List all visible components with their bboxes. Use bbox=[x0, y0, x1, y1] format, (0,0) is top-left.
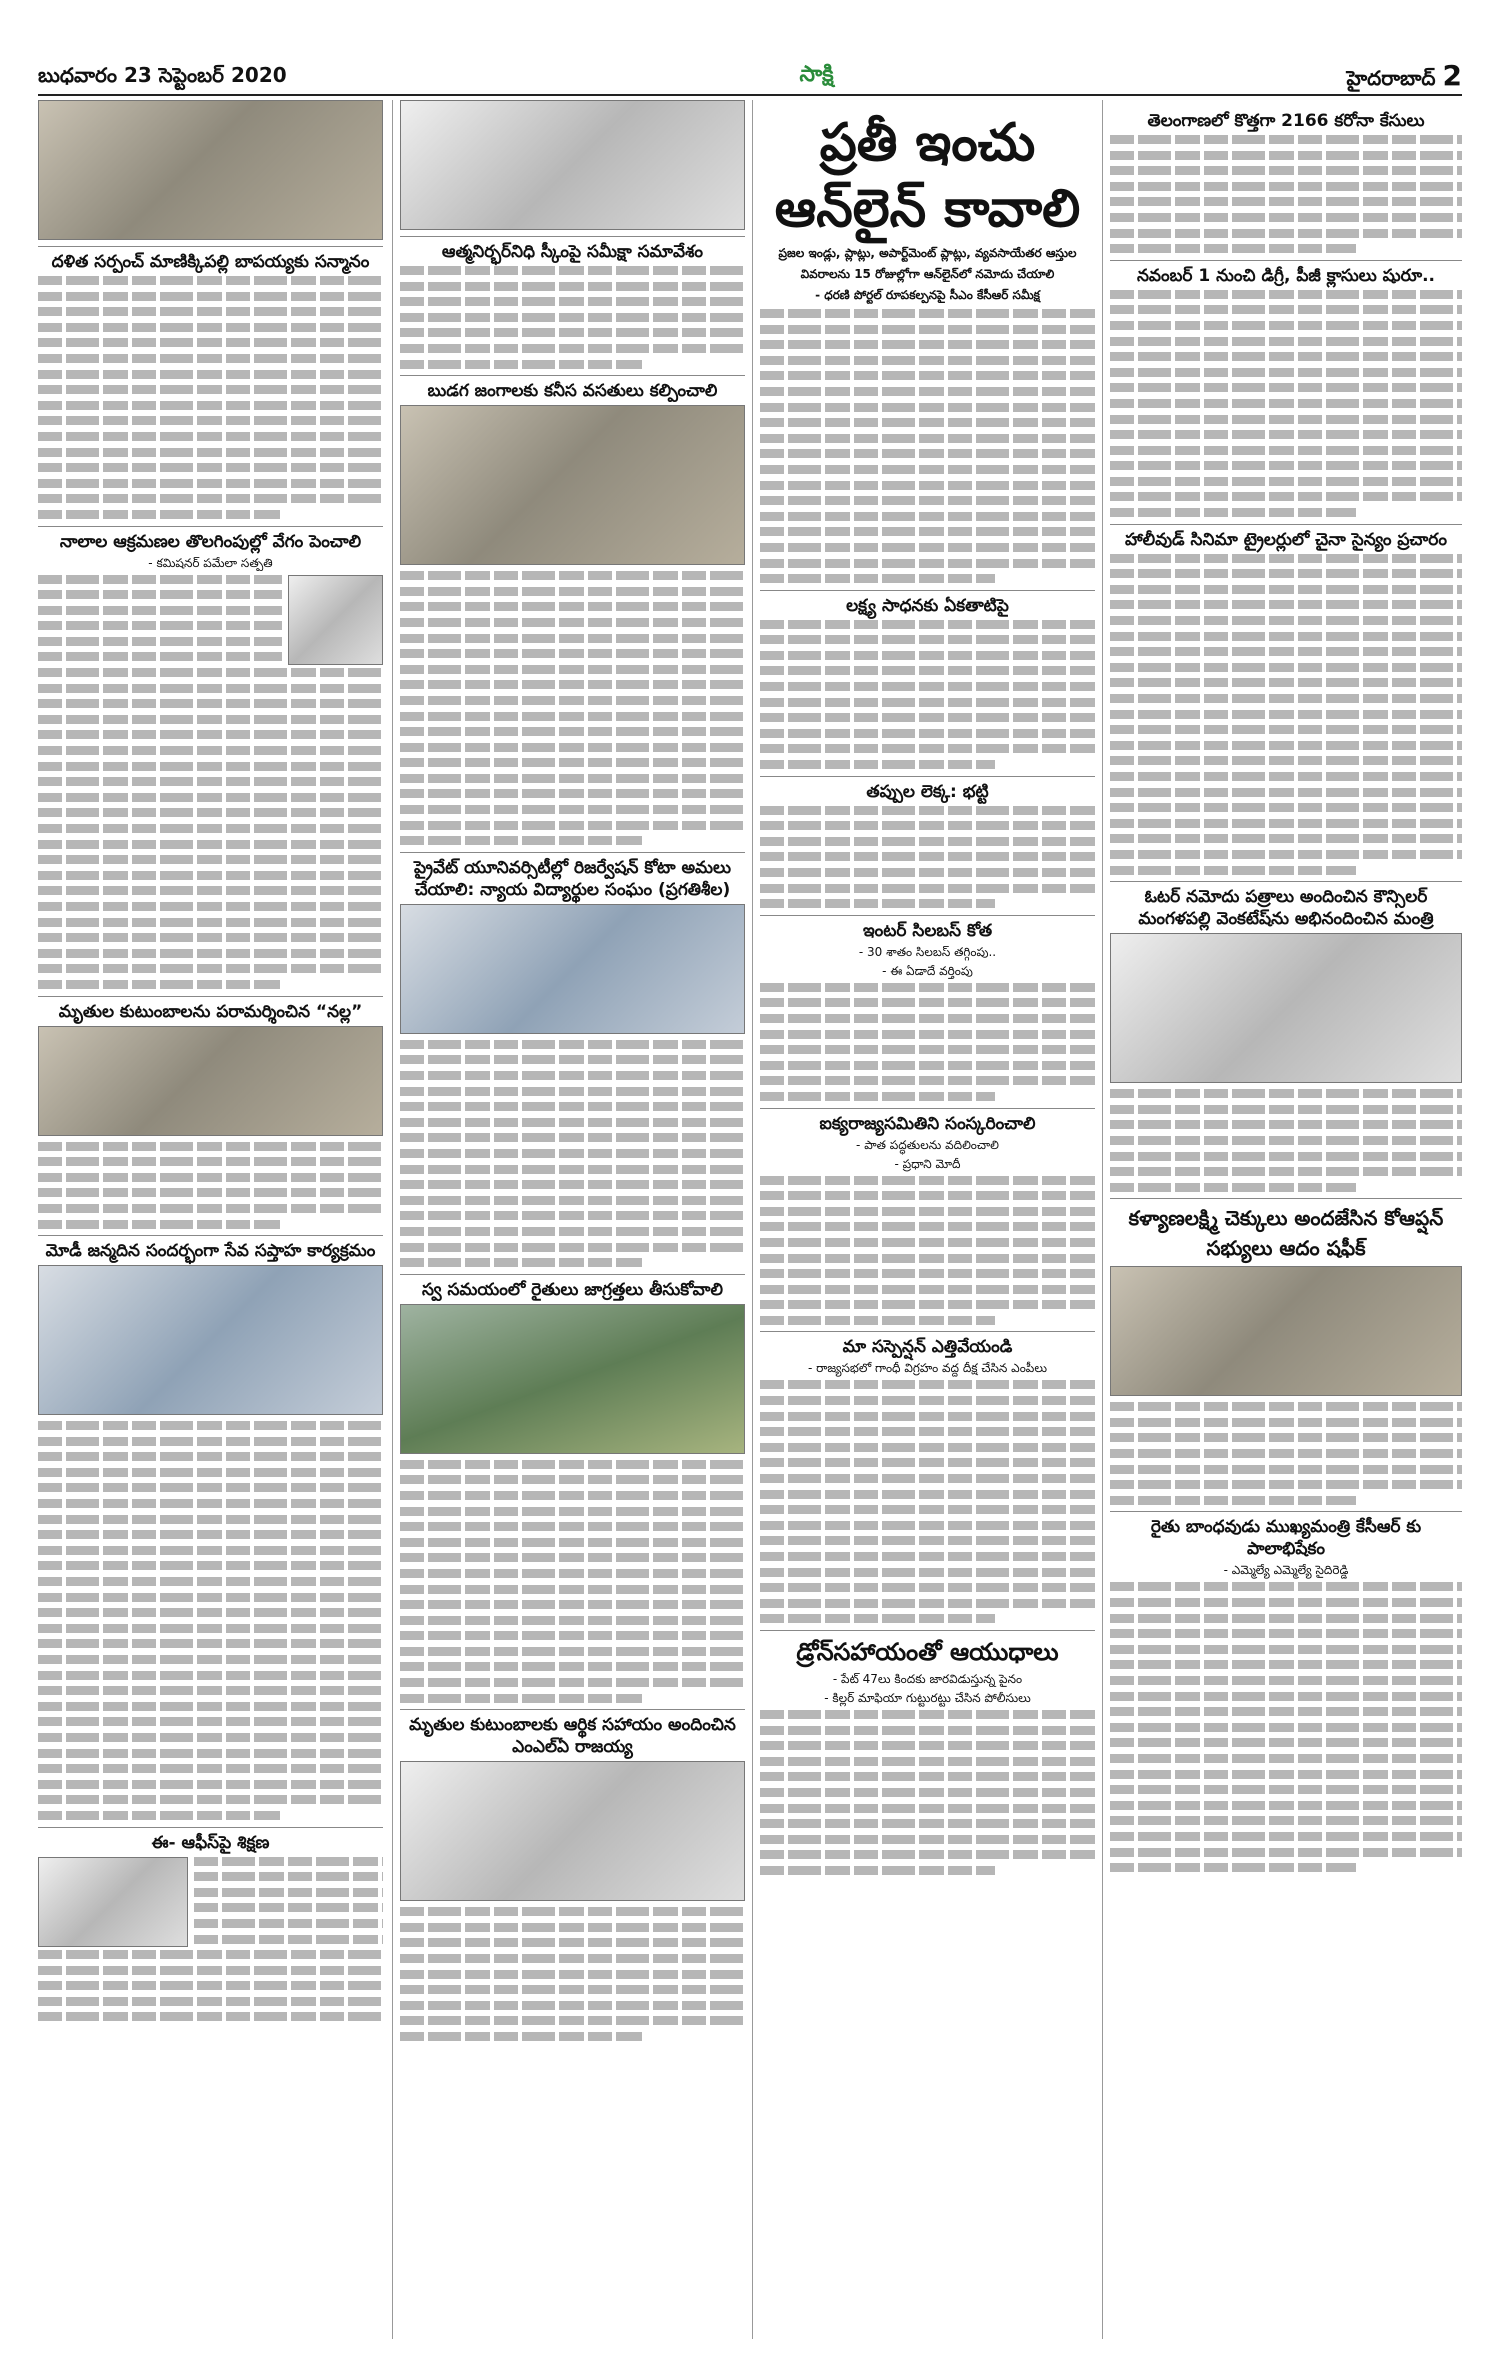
headline: రైతు బాంధవుడు ముఖ్యమంత్రి కేసీఆర్ కు పాలాభిషేకం bbox=[1110, 1511, 1462, 1560]
lead-headline: ప్రతీ ఇంచు ఆన్‌లైన్ కావాలి bbox=[774, 113, 1081, 239]
news-photo bbox=[38, 100, 383, 240]
news-photo bbox=[1110, 933, 1462, 1083]
article-body bbox=[1110, 1582, 1462, 1872]
headline: ఐక్యరాజ్యసమితిని సంస్కరించాలి bbox=[760, 1108, 1095, 1135]
subhead: - ఎమ్మెల్యే ఎమ్మెల్యే సైదిరెడ్డి bbox=[1223, 1563, 1349, 1578]
article-body bbox=[400, 1907, 745, 2041]
page-number: 2 bbox=[1442, 59, 1462, 92]
article-body bbox=[38, 1950, 383, 2021]
article-body bbox=[760, 1380, 1095, 1623]
news-photo bbox=[400, 1761, 745, 1901]
column-divider bbox=[752, 100, 753, 2339]
headline: మోడీ జన్మదిన సందర్భంగా సేవ సప్తాహ కార్యక్రమం bbox=[38, 1235, 383, 1262]
news-photo bbox=[400, 100, 745, 230]
subhead: - పేట్ 47లు కిందకు జారవిడుస్తున్న పైనం bbox=[832, 1671, 1023, 1686]
column-3 bbox=[760, 100, 1095, 2339]
newspaper-logo: సాక్షి bbox=[799, 62, 834, 87]
article-body bbox=[760, 806, 1095, 909]
column-divider bbox=[1102, 100, 1103, 2339]
kicker: ప్రజల ఇండ్లు, ప్లాట్లు, అపార్ట్‌మెంట్ ప్లాట్లు, వ్యవసాయేతర ఆస్తుల bbox=[778, 246, 1077, 260]
news-photo bbox=[38, 1026, 383, 1136]
article-body bbox=[1110, 1089, 1462, 1192]
headline: లక్ష్య సాధనకు ఏకతాటిపై bbox=[760, 590, 1095, 617]
article-body bbox=[38, 1142, 383, 1229]
edition-page bbox=[1346, 59, 1462, 95]
column-1 bbox=[38, 100, 383, 2339]
headline: దళిత సర్పంచ్ మాణిక్కిపల్లి బాపయ్యకు సన్మానం bbox=[38, 246, 383, 273]
headline: ఇంటర్ సిలబస్ కోత bbox=[760, 915, 1095, 942]
headline: నవంబర్ 1 నుంచి డిగ్రీ, పీజీ క్లాసులు షురూ.. bbox=[1110, 260, 1462, 287]
column-4 bbox=[1110, 100, 1462, 2339]
news-photo bbox=[400, 904, 745, 1034]
headline: ఆత్మనిర్భర్‌నిధి స్కీంపై సమీక్షా సమావేశం bbox=[400, 236, 745, 263]
news-photo bbox=[38, 1857, 188, 1947]
headline: ఓటర్ నమోదు పత్రాలు అందించిన కౌన్సిలర్ మంగళపల్లి వెంకటేష్‌ను అభినందించిన మంత్రి bbox=[1110, 881, 1462, 930]
column-2 bbox=[400, 100, 745, 2339]
headline: తెలంగాణలో కొత్తగా 2166 కరోనా కేసులు bbox=[1147, 111, 1425, 131]
article-body bbox=[38, 1421, 383, 1820]
headline: స్వ సమయంలో రైతులు జాగ్రత్తలు తీసుకోవాలి bbox=[400, 1274, 745, 1301]
portrait-photo bbox=[288, 575, 383, 665]
headline: ప్రైవేట్ యూనివర్సిటీల్లో రిజర్వేషన్ కోటా అమలు చేయాలి: న్యాయ విద్యార్థుల సంఘం (ప్రగతిశీల) bbox=[400, 852, 745, 901]
article-body bbox=[1110, 290, 1462, 517]
article-body bbox=[38, 575, 282, 669]
headline: కళ్యాణలక్ష్మి చెక్కులు అందజేసిన కోఆప్షన్ సభ్యులు ఆదం షఫీక్ bbox=[1110, 1198, 1462, 1263]
subhead: - 30 శాతం సిలబస్ తగ్గింపు.. bbox=[858, 944, 997, 959]
headline: హాలీవుడ్ సినిమా ట్రైలర్లులో చైనా సైన్యం ప్రచారం bbox=[1110, 524, 1462, 551]
subhead: - కిల్లర్ మాఫియా గుట్టురట్టు చేసిన పోలీసులు bbox=[824, 1690, 1031, 1705]
headline: తప్పుల లెక్క: భట్టి bbox=[760, 776, 1095, 803]
edition-city: హైదరాబాద్ bbox=[1346, 66, 1436, 90]
article-body bbox=[760, 309, 1095, 583]
article-body bbox=[38, 668, 383, 989]
article-body bbox=[38, 276, 383, 519]
byline: - కమిషనర్ పమేలా సత్పతి bbox=[148, 555, 273, 570]
kicker: - ధరణి పోర్టల్ రూపకల్పనపై సీఎం కేసీఆర్ సమీక్ష bbox=[815, 288, 1040, 302]
article-body bbox=[760, 983, 1095, 1101]
news-photo bbox=[1110, 1266, 1462, 1396]
news-photo bbox=[400, 405, 745, 565]
masthead bbox=[38, 60, 1462, 96]
article-body bbox=[400, 1040, 745, 1267]
subhead: - ప్రధాని మోదీ bbox=[894, 1156, 961, 1171]
article-body bbox=[1110, 1402, 1462, 1505]
article-body bbox=[1110, 135, 1462, 253]
article-body bbox=[400, 1460, 745, 1703]
kicker: వివరాలను 15 రోజుల్లోగా ఆన్‌లైన్‌లో నమోదు చేయాలి bbox=[800, 267, 1055, 281]
news-photo bbox=[38, 1265, 383, 1415]
headline: మా సస్పెన్షన్ ఎత్తివేయండి bbox=[760, 1331, 1095, 1358]
article-body bbox=[760, 1710, 1095, 1875]
subhead: - పాత పద్ధతులను వదిలించాలి bbox=[856, 1137, 999, 1152]
headline: మృతుల కుటుంబాలకు ఆర్థిక సహాయం అందించిన ఎంఎల్ఏ రాజయ్య bbox=[400, 1709, 745, 1758]
subhead: - రాజ్యసభలో గాంధీ విగ్రహం వద్ద దీక్ష చేసిన ఎంపీలు bbox=[808, 1361, 1047, 1376]
headline: ఈ- ఆఫీస్‌పై శిక్షణ bbox=[38, 1827, 383, 1854]
article-body bbox=[400, 266, 745, 369]
column-divider bbox=[392, 100, 393, 2339]
article-body bbox=[194, 1857, 383, 1951]
headline: నాలాల ఆక్రమణల తొలగింపుల్లో వేగం పెంచాలి bbox=[38, 526, 383, 553]
subhead: - ఈ ఏడాదే వర్తింపు bbox=[882, 963, 973, 978]
article-body bbox=[1110, 554, 1462, 875]
headline: బుడగ జంగాలకు కనీస వసతులు కల్పించాలి bbox=[400, 375, 745, 402]
article-body bbox=[760, 1176, 1095, 1325]
news-photo bbox=[400, 1304, 745, 1454]
headline: మృతుల కుటుంబాలను పరామర్శించిన “నల్ల” bbox=[38, 996, 383, 1023]
headline: డ్రోన్‌సహాయంతో ఆయుధాలు bbox=[760, 1630, 1095, 1669]
article-body bbox=[400, 571, 745, 845]
article-body bbox=[760, 620, 1095, 769]
issue-date: బుధవారం 23 సెప్టెంబర్ 2020 bbox=[38, 62, 287, 87]
